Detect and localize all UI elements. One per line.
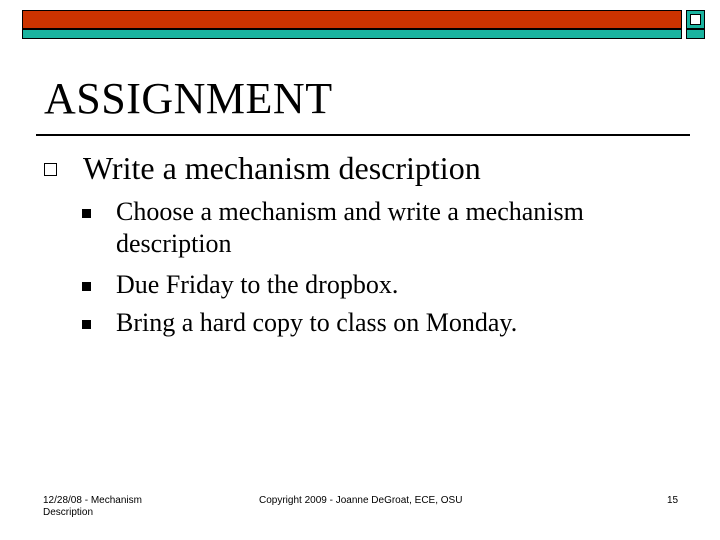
- footer-date: 12/28/08 - Mechanism Description: [43, 495, 142, 518]
- sub-bullet-3: Bring a hard copy to class on Monday.: [116, 308, 518, 337]
- top-banner-teal-bar: [22, 29, 682, 39]
- slide-number: 15: [667, 495, 679, 506]
- sub-bullet-2: Due Friday to the dropbox.: [116, 270, 399, 299]
- slide-title: ASSIGNMENT: [44, 74, 333, 123]
- bullet-level1: Write a mechanism description: [83, 150, 481, 186]
- footer-copyright: Copyright 2009 - Joanne DeGroat, ECE, OSU: [259, 495, 463, 506]
- title-divider: [36, 134, 690, 136]
- filled-square-bullet-icon: [82, 320, 91, 329]
- banner-corner-square-icon: [686, 10, 705, 29]
- hollow-square-bullet-icon: [44, 163, 57, 176]
- sub-bullet-1: Choose a mechanism and write a mechanism description: [116, 197, 584, 258]
- filled-square-bullet-icon: [82, 282, 91, 291]
- filled-square-bullet-icon: [82, 209, 91, 218]
- banner-corner-small-square-icon: [686, 29, 705, 39]
- top-banner-red-bar: [22, 10, 682, 29]
